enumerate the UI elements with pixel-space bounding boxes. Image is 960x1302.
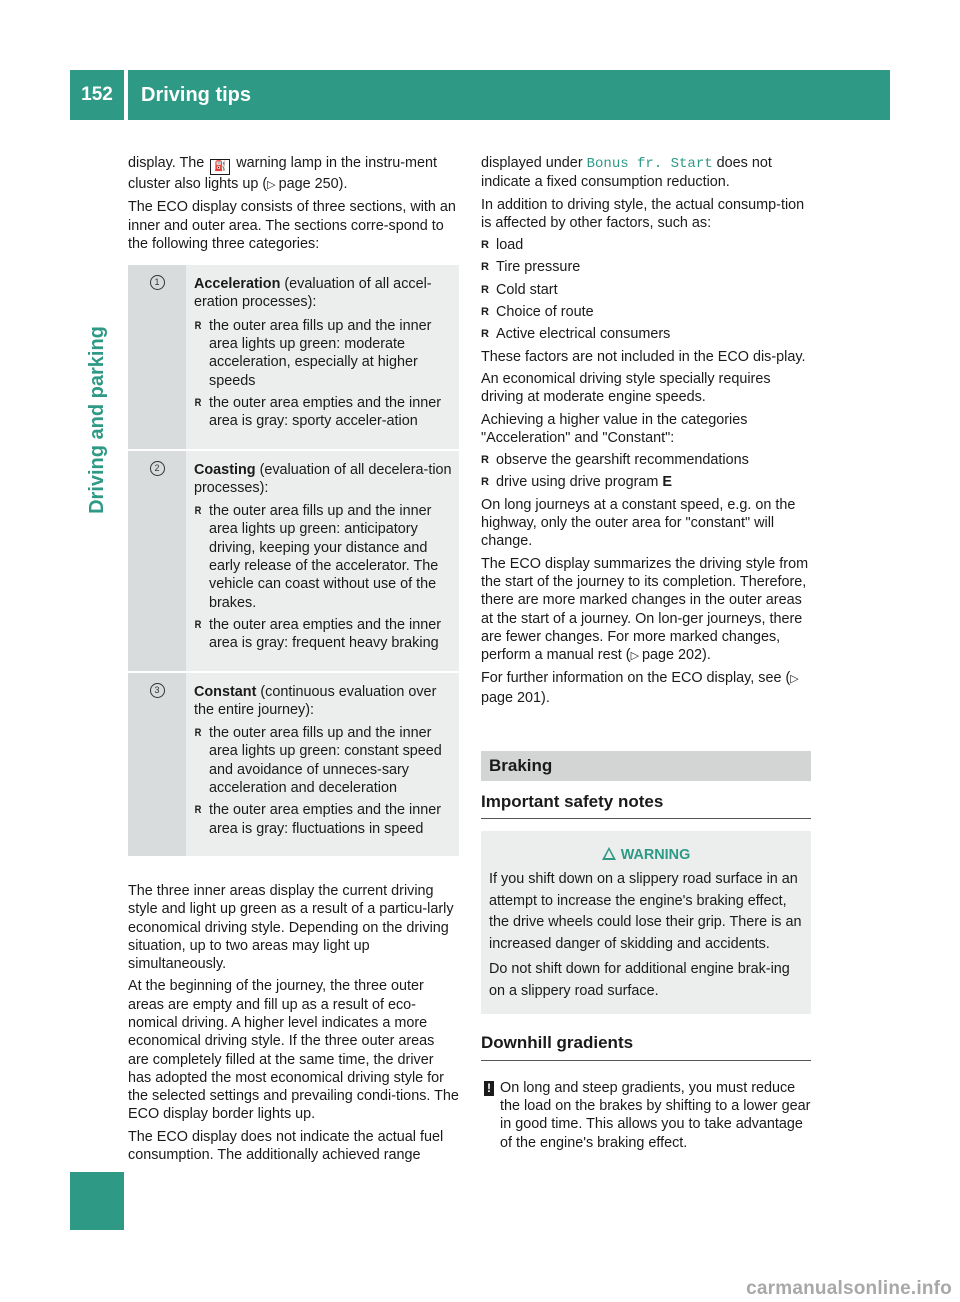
category-title: Acceleration (194, 276, 281, 293)
list-item: R Tire pressure (481, 258, 811, 276)
warning-box (481, 831, 811, 1014)
paragraph: An economical driving style specially requires driving at moderate engine speeds. (481, 370, 771, 406)
circled-number-3-icon: 3 (150, 683, 165, 698)
list-item: R Choice of route (481, 303, 811, 321)
paragraph: displayed under Bonus fr. Start does not indicate a fixed consumption reduction. (481, 155, 772, 191)
list-item: R the outer area fills up and the inner area lights up green: anticipatory driving, keeping your distance and early release of the accelerator. The vehicle can coast without use of the brakes. (194, 502, 453, 612)
right-column (481, 154, 811, 1152)
paragraph: The ECO display summarizes the driving style from the start of the journey to its completion. Therefore, there are more marked changes in the outer areas at the start of a journey. On lon-ger journeys, there are fewer changes. For more marked changes, perform a manual rest (▷ page 202). (481, 555, 811, 666)
list-item: R the outer area fills up and the inner area lights up green: constant speed and avoidance of unneces-sary acceleration and deceleration (194, 724, 453, 797)
warning-text: Do not shift down for additional engine brak-ing on a slippery road surface. (489, 961, 790, 999)
paragraph: The three inner areas display the current driving style and light up green as a result of a particu-larly economical driving style. Depending on the driving situation, up to two areas may light up simultaneously. (128, 882, 454, 973)
paragraph: In addition to driving style, the actual consump-tion is affected by other factors, such as: (481, 196, 805, 231)
circled-number-1-icon: 1 (150, 275, 165, 290)
section-heading: Braking (481, 751, 811, 781)
category-row: 3 Constant (continuous evaluation over the entire journey): R the outer area fills up and the inner area lights up green: constant speed and avoidance of unneces-sary acceleration and deceleration R the outer area empties and the inner area is gray: fluctuations in speed (128, 671, 459, 856)
category-row: 1 Acceleration (evaluation of all accel-eration processes): R the outer area fills up and the inner area lights up green: moderate acceleration, especially at higher speeds R the outer area empties and the inner area is gray: sporty acceler-ation (128, 263, 459, 448)
subsection-heading: Downhill gradients (481, 1014, 811, 1060)
page-reference-icon: ▷ (790, 673, 799, 686)
page-number: 152 (70, 70, 124, 120)
list-item: R Cold start (481, 281, 811, 299)
paragraph: At the beginning of the journey, the three outer areas are empty and fill up as a result of eco-nomical driving. A higher level indicates a more economical driving style. If the three outer areas are completely filled at the same time, the driver has adopted the most economical driving style for the selected settings and prevailing condi-tions. The ECO display border lights up. (128, 978, 459, 1123)
tips-list (481, 451, 811, 492)
circled-number-2-icon: 2 (150, 461, 165, 476)
section-side-label: Driving and parking (85, 326, 108, 514)
category-row: 2 Coasting (evaluation of all decelera-tion processes): R the outer area fills up and the inner area lights up green: anticipatory driving, keeping your distance and early release of the accelerator. The vehicle can coast without use of the brakes. R the outer area empties and the inner area is gray: frequent heavy braking (128, 449, 459, 671)
watermark: carmanualsonline.info (746, 1277, 952, 1299)
exclamation-icon: ! (484, 1081, 494, 1096)
page-reference-icon: ▷ (267, 179, 276, 191)
fuel-warning-lamp-icon: ⛽ (210, 159, 230, 175)
category-table (128, 263, 459, 856)
category-title: Constant (194, 683, 257, 700)
warning-triangle-icon (602, 847, 616, 860)
note-block (481, 1079, 811, 1152)
list-item: R load (481, 236, 811, 254)
subsection-heading: Important safety notes (481, 781, 811, 819)
paragraph: On long journeys at a constant speed, e.g. on the highway, only the outer area for "constant" will change. (481, 496, 796, 550)
warning-text: If you shift down on a slippery road surface in an attempt to increase the engine's braking effect, the drive wheels could lose their grip. There is an increased danger of skidding and accidents. (489, 870, 802, 952)
list-item: R the outer area empties and the inner area is gray: sporty acceler-ation (194, 394, 453, 431)
list-item: R drive using drive program E (481, 473, 811, 491)
list-item: R the outer area empties and the inner area is gray: frequent heavy braking (194, 616, 453, 653)
chapter-title: Driving tips (128, 70, 890, 120)
paragraph: Achieving a higher value in the categories "Acceleration" and "Constant": (481, 411, 748, 446)
factor-list (481, 236, 811, 343)
page-link[interactable]: page 202). (642, 647, 711, 664)
category-title: Coasting (194, 461, 256, 478)
page-reference-icon: ▷ (630, 650, 640, 663)
intro-paragraph-2: The ECO display consists of three sections, with an inner and outer area. The sections corre-spond to the following three categories: (128, 199, 456, 252)
list-item: R observe the gearshift recommendations (481, 451, 811, 469)
page-link[interactable]: page 201). (481, 689, 550, 706)
note-text: On long and steep gradients, you must reduce the load on the brakes by shifting to a lower gear in good time. This allows you to take advantage of the engine's braking effect. (500, 1079, 811, 1151)
list-item: R the outer area empties and the inner area is gray: fluctuations in speed (194, 801, 453, 838)
side-tab-marker (70, 1172, 124, 1230)
warning-title: WARNING (620, 847, 691, 864)
page-link[interactable]: page 250). (278, 176, 348, 192)
paragraph: For further information on the ECO display, see (▷page 201). (481, 670, 799, 706)
paragraph: The ECO display does not indicate the actual fuel consumption. The additionally achieved range (128, 1128, 444, 1164)
paragraph: These factors are not included in the ECO dis-play. (481, 348, 806, 365)
intro-paragraph-1: display. The ⛽ warning lamp in the instru-ment cluster also lights up (▷ page 250). (128, 154, 459, 194)
drive-program-letter: E (662, 474, 672, 491)
left-column (128, 154, 459, 1168)
display-message: Bonus fr. Start (586, 156, 713, 172)
list-item: R Active electrical consumers (481, 325, 811, 343)
list-item: R the outer area fills up and the inner area lights up green: moderate acceleration, especially at higher speeds (194, 317, 453, 390)
